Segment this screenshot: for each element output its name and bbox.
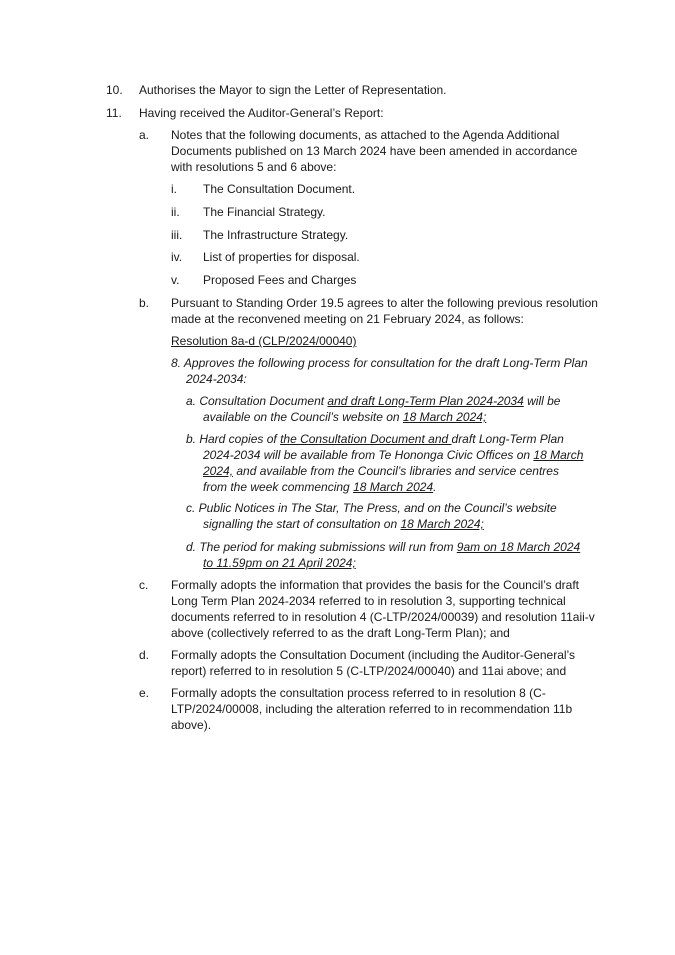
underlined-insertion: the Consultation Document and — [280, 432, 452, 446]
roman-numeral: v. — [171, 273, 180, 287]
item-11a-text: Notes that the following documents, as attached to the Agenda Additional Documents published on 13 March 2024 have been amended in accordance with resolutions 5 and 6 above: — [171, 128, 578, 174]
underlined-insertion: 18 March 2024, — [203, 448, 584, 478]
item-11-text: Having received the Auditor-General’s Report: — [139, 106, 384, 120]
resolution-subitem-c — [186, 500, 586, 532]
item-11e-text: Formally adopts the consultation process referred to in resolution 8 (C-LTP/2024/00008, including the alteration referred to in recommendation 11b above). — [171, 686, 573, 732]
resolution-subitem-a — [186, 393, 586, 425]
resolution-subitem-b — [186, 431, 586, 495]
roman-numeral: i. — [171, 182, 177, 196]
text-span: a. Consultation Document — [186, 394, 328, 408]
text-span: . — [433, 480, 437, 494]
resolution-subitem-d — [186, 539, 586, 571]
underlined-insertion: 18 March 2024 — [353, 480, 434, 494]
underlined-insertion: and draft Long-Term Plan 2024-2034 — [327, 394, 524, 408]
item-11d-letter: d. — [139, 648, 150, 662]
text-span: c. Public Notices in The Star, The Press, and on the Council’s website signalling the start of consultation on — [186, 501, 557, 531]
item-11c-letter: c. — [139, 578, 149, 592]
roman-list-item: List of properties for disposal. — [203, 250, 360, 264]
resolution-8-clause — [171, 355, 591, 387]
roman-list-item: The Infrastructure Strategy. — [203, 228, 349, 242]
item-11c-text: Formally adopts the information that provides the basis for the Council’s draft Long Term Plan 2024-2034 referred to in resolution 3, supporting technical documents referred to in resolution 4 (C-LTP/2024/00039) and resolution 11aii-v above (collectively referred to as the draft Long-Term Plan); and — [171, 578, 595, 640]
item-11e-letter: e. — [139, 686, 150, 700]
item-number-11: 11. — [106, 106, 122, 120]
item-number-10: 10. — [106, 83, 123, 97]
item-11b-text: Pursuant to Standing Order 19.5 agrees to alter the following previous resolution made at the reconvened meeting on 21 February 2024, as follows: — [171, 296, 598, 326]
text-span: and available from the Council’s libraries and service centres from the week commencing — [203, 464, 559, 494]
item-11a-letter: a. — [139, 128, 150, 142]
roman-numeral: ii. — [171, 205, 180, 219]
text-span: will be available on the Council’s website on — [203, 394, 561, 424]
item-11b-letter: b. — [139, 296, 150, 310]
roman-list-item: The Consultation Document. — [203, 182, 356, 196]
roman-numeral: iii. — [171, 228, 183, 242]
text-span: b. Hard copies of — [186, 432, 281, 446]
resolution-reference: Resolution 8a-d (CLP/2024/00040) — [171, 334, 357, 348]
item-11d-text: Formally adopts the Consultation Document (including the Auditor-General’s report) referred to in resolution 5 (C-LTP/2024/00040) and 11ai above; and — [171, 648, 575, 678]
roman-list-item: The Financial Strategy. — [203, 205, 326, 219]
text-span: d. The period for making submissions will run from — [186, 540, 457, 554]
underlined-insertion: 9am on 18 March 2024 to 11.59pm on 21 April 2024; — [203, 540, 581, 570]
roman-list-item: Proposed Fees and Charges — [203, 273, 357, 287]
item-10-text: Authorises the Mayor to sign the Letter of Representation. — [139, 83, 447, 97]
text-span: draft Long-Term Plan 2024-2034 will be available from Te Hononga Civic Offices on — [203, 432, 564, 462]
underlined-insertion: 18 March 2024; — [400, 517, 484, 531]
resolution-8-text: 8. Approves the following process for consultation for the draft Long-Term Plan 2024-2034: — [171, 356, 588, 386]
roman-numeral: iv. — [171, 250, 183, 264]
underlined-insertion: 18 March 2024; — [402, 410, 487, 424]
